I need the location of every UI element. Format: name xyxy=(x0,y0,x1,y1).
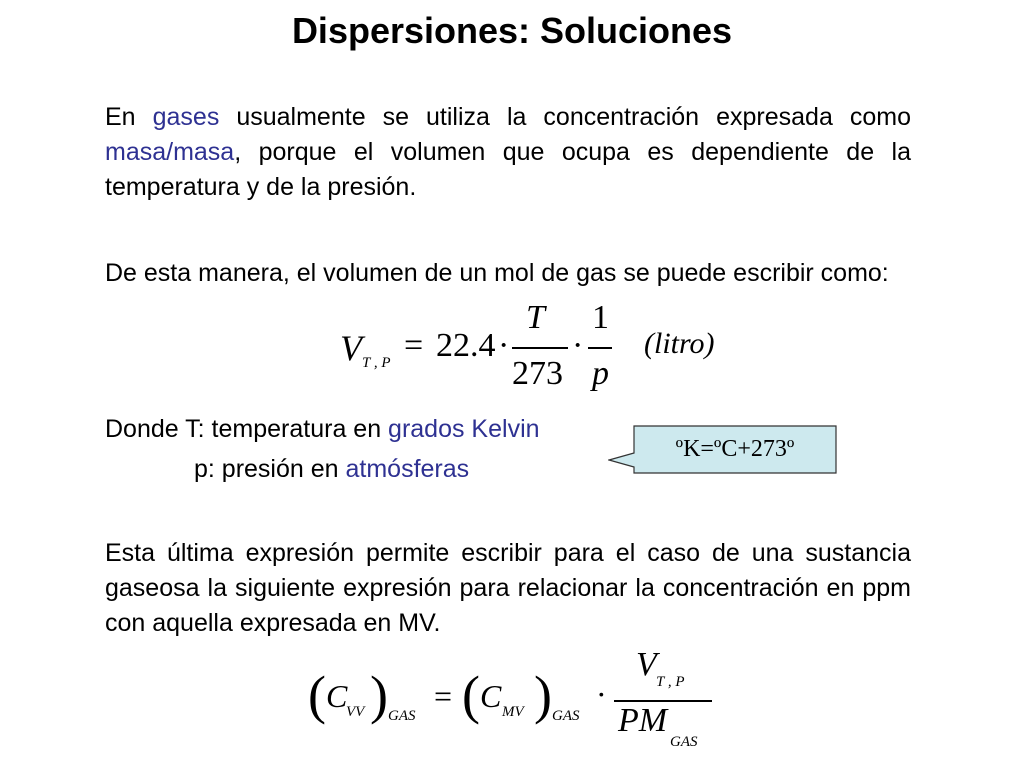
fraction-numerator: V xyxy=(636,646,657,683)
denominator-subscript: GAS xyxy=(670,734,698,750)
gas-subscript: GAS xyxy=(388,708,416,724)
paragraph-gases: En gases usualmente se utiliza la concentración expresada como masa/masa, porque el volumen que ocupa es dependiente de la temperatura y de la presión. xyxy=(105,103,911,201)
formula-dot: · xyxy=(498,327,510,364)
c-mv-symbol: C xyxy=(480,678,502,714)
where-line-pressure: p: presión en atmósferas xyxy=(194,455,470,483)
c-mv-subscript: MV xyxy=(502,704,524,720)
fraction2-bar xyxy=(588,347,612,349)
c-vv-symbol: C xyxy=(326,678,348,714)
formula-coefficient: 22.4 xyxy=(436,327,496,364)
keyword-masa-masa: masa/masa xyxy=(105,138,235,166)
fraction-denominator: PM xyxy=(618,702,668,739)
slide-title: Dispersiones: Soluciones xyxy=(291,10,733,51)
formula-equals: = xyxy=(434,678,453,714)
fraction1-bar xyxy=(512,347,568,349)
formula-dot: · xyxy=(596,676,607,712)
paren-close: ) xyxy=(534,665,552,725)
c-vv-subscript: VV xyxy=(346,704,365,720)
paragraph-volume-intro: De esta manera, el volumen de un mol de gas se puede escribir como: xyxy=(105,259,889,287)
formula-v: V xyxy=(340,328,362,368)
fraction2-numerator: 1 xyxy=(592,299,609,336)
formula-equals: = xyxy=(404,327,424,364)
paren-open: ( xyxy=(308,665,326,725)
paragraph-ppm-relation: Esta última expresión permite escribir para el caso de una sustancia gaseosa la siguiente expresión para relacionar la concentración en ppm con aquella expresada en MV. xyxy=(105,539,911,637)
formula-dot: · xyxy=(572,327,584,364)
paren-close: ) xyxy=(370,665,388,725)
kelvin-conversion-callout xyxy=(608,425,840,477)
callout-text: ºK=ºC+273º xyxy=(675,435,795,462)
fraction1-denominator: 273 xyxy=(512,355,563,392)
formula-unit: (litro) xyxy=(644,327,715,360)
numerator-subscript: T , P xyxy=(656,674,685,690)
formula-v-subscript: T , P xyxy=(362,355,391,371)
fraction2-denominator: p xyxy=(592,355,609,392)
keyword-grados-kelvin: grados Kelvin xyxy=(388,415,540,443)
where-line-temperature: Donde T: temperatura en grados Kelvin xyxy=(105,415,540,443)
keyword-atmosferas: atmósferas xyxy=(345,455,470,483)
keyword-gases: gases xyxy=(152,103,220,131)
gas-subscript: GAS xyxy=(552,708,580,724)
paren-open: ( xyxy=(462,665,480,725)
fraction1-numerator: T xyxy=(526,299,545,336)
